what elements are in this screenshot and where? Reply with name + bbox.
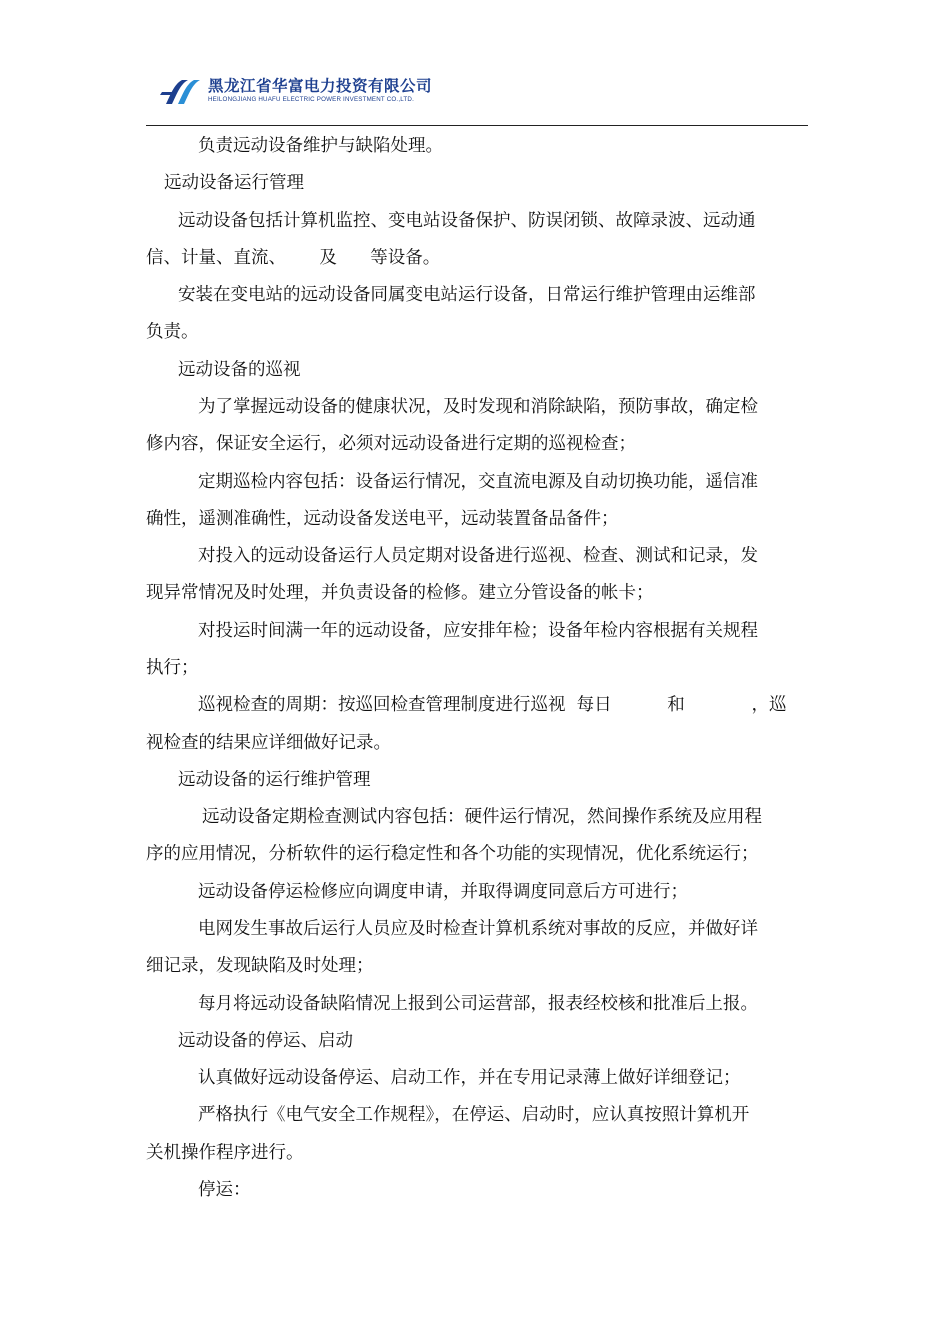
text-line: 远动设备定期检查测试内容包括：硬件运行情况，然间操作系统及应用程 bbox=[202, 807, 762, 827]
company-name-en: HEILONGJIANG HUAFU ELECTRIC POWER INVESTMENT CO.,LTD. bbox=[208, 96, 414, 103]
text-line: 负责。 bbox=[146, 322, 199, 342]
text-line: 安装在变电站的远动设备同属变电站运行设备，日常运行维护管理由运维部 bbox=[178, 285, 756, 305]
text-line: 负责远动设备维护与缺陷处理。 bbox=[198, 136, 443, 156]
text-line: 定期巡检内容包括：设备运行情况，交直流电源及自动切换功能，遥信准 bbox=[198, 472, 758, 492]
company-name-cn: 黑龙江省华富电力投资有限公司 bbox=[208, 77, 433, 95]
text-line: 序的应用情况，分析软件的运行稳定性和各个功能的实现情况，优化系统运行； bbox=[146, 844, 759, 864]
section-heading: 远动设备的停运、启动 bbox=[178, 1031, 353, 1051]
header-divider bbox=[146, 125, 808, 126]
text-line: 执行； bbox=[146, 658, 199, 678]
text-line: 细记录，发现缺陷及时处理； bbox=[146, 956, 374, 976]
text-line: 远动设备包括计算机监控、变电站设备保护、防误闭锁、故障录波、远动通 bbox=[178, 211, 756, 231]
text-line: 为了掌握远动设备的健康状况，及时发现和消除缺陷，预防事故，确定检 bbox=[198, 397, 758, 417]
section-heading: 远动设备的巡视 bbox=[178, 360, 301, 380]
text-line: 现异常情况及时处理，并负责设备的检修。建立分管设备的帐卡； bbox=[146, 583, 654, 603]
text-line: 严格执行《电气安全工作规程》，在停运、启动时，应认真按照计算机开 bbox=[198, 1105, 750, 1125]
text-line: 认真做好远动设备停运、启动工作，并在专用记录薄上做好详细登记； bbox=[198, 1068, 741, 1088]
text-line: 每月将远动设备缺陷情况上报到公司运营部，报表经校核和批准后上报。 bbox=[198, 994, 758, 1014]
company-logo-icon bbox=[160, 76, 204, 108]
text-line: 电网发生事故后运行人员应及时检查计算机系统对事故的反应，并做好详 bbox=[198, 919, 758, 939]
text-line: 停运： bbox=[198, 1180, 251, 1200]
text-line: 远动设备停运检修应向调度申请，并取得调度同意后方可进行； bbox=[198, 882, 688, 902]
text-line: 对投入的远动设备运行人员定期对设备进行巡视、检查、测试和记录，发 bbox=[198, 546, 758, 566]
text-line: 信、计量、直流、 及 等设备。 bbox=[146, 248, 441, 268]
text-line: 对投运时间满一年的远动设备，应安排年检；设备年检内容根据有关规程 bbox=[198, 621, 758, 641]
text-line: 修内容，保证安全运行，必须对远动设备进行定期的巡视检查； bbox=[146, 434, 636, 454]
text-line: 巡视检查的周期：按巡回检查管理制度进行巡视 每日 和 ，巡 bbox=[198, 695, 787, 715]
text-line: 确性，遥测准确性，远动设备发送电平，远动装置备品备件； bbox=[146, 509, 619, 529]
letterhead bbox=[148, 66, 438, 118]
text-line: 关机操作程序进行。 bbox=[146, 1143, 304, 1163]
section-heading: 远动设备运行管理 bbox=[164, 173, 304, 193]
text-line: 视检查的结果应详细做好记录。 bbox=[146, 733, 391, 753]
section-heading: 远动设备的运行维护管理 bbox=[178, 770, 371, 790]
